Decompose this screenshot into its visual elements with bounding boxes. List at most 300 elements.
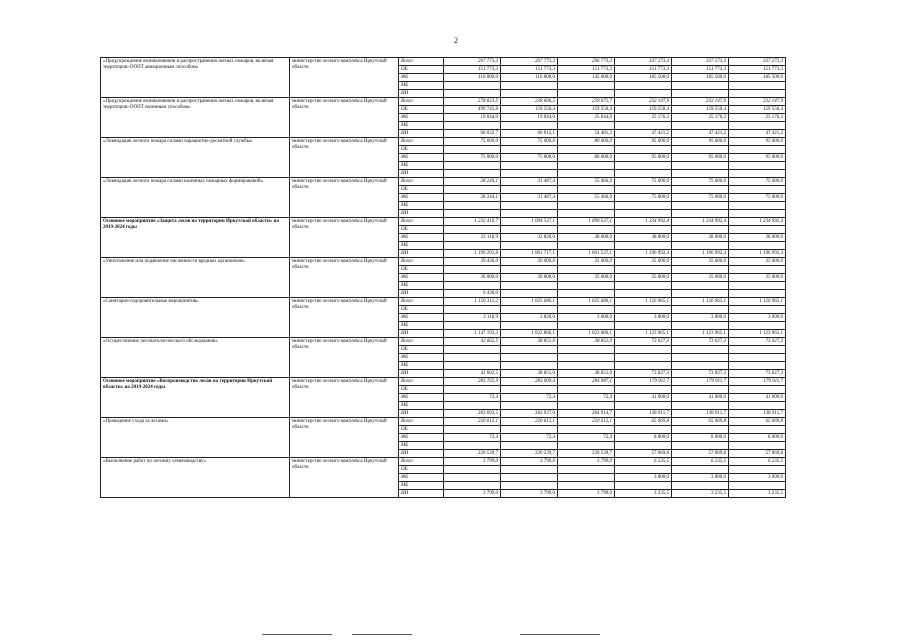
activity-description: Основное мероприятие «Защита лесов на территории Иркутской области» на 2019-2024 годы (101, 218, 290, 258)
amount-cell: 220 539,7 (501, 450, 558, 458)
amount-cell: 47 421,2 (615, 130, 672, 138)
funding-source: МБ (399, 242, 444, 250)
funding-source: ИИ (399, 210, 444, 218)
amount-cell: 3 799,0 (558, 458, 615, 466)
table-row (101, 458, 786, 466)
activity-description: «Предупреждение возникновения и распространения лесных пожаров, включая территорию ООПТ авиационным способом» (101, 58, 290, 98)
amount-cell (615, 306, 672, 314)
amount-cell: 145 000,0 (558, 74, 615, 82)
amount-cell (672, 122, 729, 130)
funding-source: ФБ (399, 154, 444, 162)
amount-cell: 75 000,0 (501, 154, 558, 162)
amount-cell (615, 90, 672, 98)
amount-cell (729, 242, 786, 250)
funding-source: ИИ (399, 170, 444, 178)
amount-cell: 54 481,3 (558, 130, 615, 138)
amount-cell: 159 550,4 (558, 106, 615, 114)
activity-description: «Ликвидация лесного пожара силами наземных пожарных формирований» (101, 178, 290, 218)
amount-cell: 1 022 686,1 (558, 330, 615, 338)
amount-cell (444, 442, 501, 450)
amount-cell: 283 765,9 (444, 378, 501, 386)
amount-cell (501, 202, 558, 210)
amount-cell (444, 170, 501, 178)
amount-cell: 65 069,8 (615, 418, 672, 426)
amount-cell: 1 232 410,7 (444, 218, 501, 226)
amount-cell: 3 000,0 (672, 474, 729, 482)
amount-cell: 25 176,3 (729, 114, 786, 122)
amount-cell: 232 147,9 (672, 98, 729, 106)
amount-cell: 138 911,7 (672, 410, 729, 418)
amount-cell (615, 362, 672, 370)
table-row (101, 338, 786, 346)
amount-cell (672, 482, 729, 490)
amount-cell: 72,4 (444, 434, 501, 442)
amount-cell: 25 176,3 (615, 114, 672, 122)
amount-cell (501, 402, 558, 410)
amount-cell (501, 346, 558, 354)
amount-cell (444, 386, 501, 394)
amount-cell (558, 162, 615, 170)
amount-cell: 267 773,3 (501, 58, 558, 66)
amount-cell: 1 147 193,3 (444, 330, 501, 338)
funding-source: МБ (399, 402, 444, 410)
amount-cell (444, 354, 501, 362)
amount-cell: 116 000,0 (444, 74, 501, 82)
amount-cell: 72,4 (558, 434, 615, 442)
amount-cell: 232 147,9 (729, 98, 786, 106)
amount-cell (672, 442, 729, 450)
amount-cell (729, 122, 786, 130)
amount-cell (444, 402, 501, 410)
amount-cell: 179 911,7 (672, 378, 729, 386)
funding-source: ИИ (399, 130, 444, 138)
amount-cell: 220 539,7 (558, 450, 615, 458)
amount-cell (615, 146, 672, 154)
amount-cell: 47 421,2 (672, 130, 729, 138)
amount-cell: 578 823,5 (444, 98, 501, 106)
amount-cell (729, 210, 786, 218)
amount-cell: 1 094 537,1 (501, 218, 558, 226)
amount-cell (729, 186, 786, 194)
amount-cell (501, 122, 558, 130)
amount-cell (729, 426, 786, 434)
table-row (101, 58, 786, 66)
funding-source: ОБ (399, 146, 444, 154)
amount-cell: 185 500,0 (672, 74, 729, 82)
amount-cell (501, 306, 558, 314)
activity-description: «Проведение ухода за лесами» (101, 418, 290, 458)
amount-cell (672, 242, 729, 250)
amount-cell (672, 282, 729, 290)
amount-cell: 3 000,0 (615, 474, 672, 482)
amount-cell (615, 186, 672, 194)
amount-cell: 151 773,3 (672, 66, 729, 74)
amount-cell: 60 032,7 (444, 130, 501, 138)
table-row (101, 138, 786, 146)
amount-cell (615, 122, 672, 130)
amount-cell (672, 90, 729, 98)
funding-source: Всего (399, 378, 444, 386)
amount-cell: 6 235,5 (672, 458, 729, 466)
amount-cell (558, 354, 615, 362)
amount-cell: 30 000,0 (501, 274, 558, 282)
funding-source: Всего (399, 58, 444, 66)
funding-source: ФБ (399, 314, 444, 322)
amount-cell: 75 000,0 (501, 138, 558, 146)
amount-cell (501, 82, 558, 90)
amount-cell (501, 146, 558, 154)
funding-source: ОБ (399, 226, 444, 234)
amount-cell (558, 186, 615, 194)
amount-cell (672, 186, 729, 194)
funding-source: МБ (399, 82, 444, 90)
amount-cell: 73 027,3 (672, 370, 729, 378)
funding-source: ИИ (399, 90, 444, 98)
amount-cell (558, 282, 615, 290)
amount-cell (501, 482, 558, 490)
amount-cell (672, 354, 729, 362)
funding-source: ФБ (399, 234, 444, 242)
amount-cell: 1 123 965,1 (729, 330, 786, 338)
amount-cell: 32 820,0 (501, 234, 558, 242)
amount-cell (558, 242, 615, 250)
amount-cell (615, 162, 672, 170)
amount-cell (444, 362, 501, 370)
amount-cell: 35 000,0 (672, 258, 729, 266)
amount-cell: 42 662,5 (444, 370, 501, 378)
activity-description: «Предупреждение возникновения и распространения лесных пожаров, включая территорию ООПТ наземным способом» (101, 98, 290, 138)
amount-cell (444, 226, 501, 234)
funding-source: ОБ (399, 386, 444, 394)
amount-cell: 38 851,0 (558, 338, 615, 346)
amount-cell: 3 799,0 (501, 490, 558, 498)
amount-cell: 3 118,9 (444, 314, 501, 322)
amount-cell: 151 773,3 (558, 66, 615, 74)
executor: министерство лесного комплекса Иркутской области (290, 298, 399, 338)
amount-cell: 282 937,0 (501, 410, 558, 418)
amount-cell (558, 146, 615, 154)
budget-table (100, 57, 786, 498)
amount-cell (444, 162, 501, 170)
amount-cell (615, 226, 672, 234)
amount-cell (444, 210, 501, 218)
amount-cell (729, 202, 786, 210)
amount-cell (558, 122, 615, 130)
funding-source: ФБ (399, 354, 444, 362)
amount-cell: 72,4 (501, 434, 558, 442)
amount-cell: 47 421,2 (729, 130, 786, 138)
funding-source: Всего (399, 218, 444, 226)
funding-source: Всего (399, 418, 444, 426)
amount-cell (615, 482, 672, 490)
amount-cell: 220 612,1 (558, 418, 615, 426)
amount-cell (558, 82, 615, 90)
funding-source: МБ (399, 362, 444, 370)
amount-cell: 159 550,4 (729, 106, 786, 114)
amount-cell: 1 126 965,1 (729, 298, 786, 306)
amount-cell: 35 000,0 (729, 258, 786, 266)
amount-cell (729, 82, 786, 90)
amount-cell: 35 000,0 (729, 274, 786, 282)
amount-cell: 1 025 686,1 (558, 298, 615, 306)
funding-source: ИИ (399, 370, 444, 378)
amount-cell (501, 170, 558, 178)
amount-cell: 3 000,0 (729, 314, 786, 322)
amount-cell (444, 474, 501, 482)
funding-source: Всего (399, 458, 444, 466)
executor: министерство лесного комплекса Иркутской области (290, 418, 399, 458)
scan-artifact (352, 634, 412, 635)
funding-source: МБ (399, 442, 444, 450)
funding-source: МБ (399, 322, 444, 330)
amount-cell (558, 202, 615, 210)
amount-cell (444, 266, 501, 274)
amount-cell: 95 000,0 (672, 138, 729, 146)
amount-cell: 72,4 (444, 394, 501, 402)
amount-cell (615, 354, 672, 362)
funding-source: ОБ (399, 306, 444, 314)
amount-cell (444, 82, 501, 90)
amount-cell (558, 226, 615, 234)
amount-cell (615, 82, 672, 90)
amount-cell: 138 911,7 (729, 410, 786, 418)
amount-cell (444, 466, 501, 474)
amount-cell: 95 000,0 (615, 138, 672, 146)
scan-artifact (262, 634, 332, 635)
executor: министерство лесного комплекса Иркутской области (290, 338, 399, 378)
amount-cell: 73 027,3 (729, 338, 786, 346)
amount-cell: 80 000,0 (558, 138, 615, 146)
amount-cell: 1 099 537,1 (558, 218, 615, 226)
amount-cell: 3 799,0 (501, 458, 558, 466)
amount-cell (558, 466, 615, 474)
funding-source: ФБ (399, 114, 444, 122)
amount-cell: 65 069,8 (672, 418, 729, 426)
amount-cell (501, 90, 558, 98)
amount-cell: 3 799,0 (444, 458, 501, 466)
amount-cell (501, 226, 558, 234)
amount-cell (501, 242, 558, 250)
amount-cell (729, 290, 786, 298)
amount-cell (501, 322, 558, 330)
amount-cell (558, 90, 615, 98)
amount-cell: 75 000,0 (729, 178, 786, 186)
amount-cell (729, 354, 786, 362)
amount-cell (672, 362, 729, 370)
amount-cell (501, 354, 558, 362)
amount-cell (501, 466, 558, 474)
amount-cell: 284 914,7 (558, 410, 615, 418)
funding-source: МБ (399, 122, 444, 130)
amount-cell: 239 075,7 (558, 98, 615, 106)
amount-cell: 232 147,9 (615, 98, 672, 106)
amount-cell: 33 118,9 (444, 234, 501, 242)
amount-cell: 75 000,0 (615, 194, 672, 202)
funding-source: ФБ (399, 474, 444, 482)
amount-cell: 151 773,3 (729, 66, 786, 74)
amount-cell: 75 000,0 (615, 178, 672, 186)
amount-cell: 151 773,3 (501, 66, 558, 74)
amount-cell (558, 482, 615, 490)
amount-cell: 75 000,0 (672, 194, 729, 202)
amount-cell: 41 000,0 (615, 394, 672, 402)
amount-cell (729, 162, 786, 170)
executor: министерство лесного комплекса Иркутской области (290, 458, 399, 498)
amount-cell: 42 662,5 (444, 338, 501, 346)
amount-cell (672, 266, 729, 274)
amount-cell: 6 235,5 (615, 458, 672, 466)
amount-cell (615, 426, 672, 434)
amount-cell (729, 402, 786, 410)
amount-cell (729, 226, 786, 234)
amount-cell (444, 482, 501, 490)
table-row (101, 298, 786, 306)
amount-cell: 3 000,0 (729, 474, 786, 482)
funding-source: ИИ (399, 490, 444, 498)
amount-cell (729, 266, 786, 274)
amount-cell (615, 386, 672, 394)
amount-cell: 35 000,0 (615, 258, 672, 266)
amount-cell: 1 196 992,4 (672, 250, 729, 258)
funding-source: ИИ (399, 410, 444, 418)
funding-source: ФБ (399, 74, 444, 82)
amount-cell: 337 273,3 (615, 58, 672, 66)
amount-cell: 337 273,3 (729, 58, 786, 66)
amount-cell (729, 482, 786, 490)
funding-source: ФБ (399, 394, 444, 402)
amount-cell: 35 000,0 (558, 258, 615, 266)
amount-cell: 35 000,0 (615, 274, 672, 282)
amount-cell: 2 820,0 (501, 314, 558, 322)
amount-cell (501, 362, 558, 370)
amount-cell: 3 799,0 (444, 490, 501, 498)
amount-cell: 38 851,0 (558, 370, 615, 378)
amount-cell: 337 273,3 (672, 58, 729, 66)
amount-cell (444, 322, 501, 330)
amount-cell: 267 773,3 (444, 58, 501, 66)
amount-cell: 1 126 965,1 (672, 298, 729, 306)
amount-cell (672, 202, 729, 210)
amount-cell: 95 000,0 (672, 154, 729, 162)
amount-cell (444, 282, 501, 290)
amount-cell: 38 851,0 (501, 370, 558, 378)
amount-cell (672, 162, 729, 170)
funding-source: ОБ (399, 466, 444, 474)
amount-cell (558, 402, 615, 410)
amount-cell (615, 202, 672, 210)
amount-cell: 283 693,5 (444, 410, 501, 418)
amount-cell (501, 426, 558, 434)
amount-cell: 55 466,0 (558, 178, 615, 186)
amount-cell (558, 362, 615, 370)
amount-cell: 185 500,0 (729, 74, 786, 82)
executor: министерство лесного комплекса Иркутской области (290, 58, 399, 98)
amount-cell (444, 90, 501, 98)
amount-cell: 3 000,0 (672, 314, 729, 322)
table-row (101, 98, 786, 106)
amount-cell (729, 442, 786, 450)
amount-cell: 65 069,8 (729, 418, 786, 426)
funding-source: ФБ (399, 274, 444, 282)
amount-cell (558, 210, 615, 218)
amount-cell (444, 306, 501, 314)
amount-cell: 28 244,1 (444, 178, 501, 186)
amount-cell: 38 000,0 (615, 234, 672, 242)
funding-source: Всего (399, 338, 444, 346)
funding-source: ОБ (399, 266, 444, 274)
amount-cell: 1 061 717,1 (501, 250, 558, 258)
amount-cell: 1 025 686,1 (501, 298, 558, 306)
amount-cell (672, 466, 729, 474)
amount-cell: 55 466,0 (558, 194, 615, 202)
amount-cell (501, 282, 558, 290)
activity-description: Основное мероприятие «Воспроизводство лесов на территории Иркутской области» на 2019-2024 годы (101, 378, 290, 418)
amount-cell (558, 442, 615, 450)
funding-source: ИИ (399, 250, 444, 258)
amount-cell (615, 442, 672, 450)
amount-cell (501, 210, 558, 218)
amount-cell: 31 487,4 (501, 194, 558, 202)
amount-cell (729, 146, 786, 154)
amount-cell (501, 162, 558, 170)
executor: министерство лесного комплекса Иркутской области (290, 258, 399, 298)
amount-cell (729, 306, 786, 314)
funding-source: ОБ (399, 106, 444, 114)
amount-cell: 6 235,5 (729, 458, 786, 466)
amount-cell (729, 322, 786, 330)
amount-cell: 283 009,4 (501, 378, 558, 386)
page-number: 2 (454, 36, 458, 45)
amount-cell (672, 210, 729, 218)
amount-cell (615, 290, 672, 298)
amount-cell (672, 146, 729, 154)
amount-cell: 1 234 992,4 (615, 218, 672, 226)
amount-cell (729, 386, 786, 394)
amount-cell: 1 150 312,2 (444, 298, 501, 306)
amount-cell: 151 773,3 (615, 66, 672, 74)
table-row (101, 218, 786, 226)
amount-cell (558, 306, 615, 314)
amount-cell: 35 000,0 (558, 274, 615, 282)
amount-cell (615, 282, 672, 290)
amount-cell: 38 000,0 (558, 234, 615, 242)
amount-cell (615, 402, 672, 410)
amount-cell: 1 061 537,1 (558, 250, 615, 258)
amount-cell (615, 322, 672, 330)
amount-cell (729, 90, 786, 98)
amount-cell: 1 234 992,4 (672, 218, 729, 226)
executor: министерство лесного комплекса Иркутской области (290, 218, 399, 258)
amount-cell: 39 436,0 (444, 258, 501, 266)
amount-cell: 75 000,0 (672, 178, 729, 186)
amount-cell (444, 202, 501, 210)
funding-source: Всего (399, 298, 444, 306)
executor: министерство лесного комплекса Иркутской области (290, 98, 399, 138)
amount-cell: 41 000,0 (672, 394, 729, 402)
amount-cell (729, 346, 786, 354)
amount-cell: 1 234 992,4 (729, 218, 786, 226)
amount-cell: 1 196 992,4 (615, 250, 672, 258)
funding-source: Всего (399, 98, 444, 106)
amount-cell: 75 000,0 (444, 154, 501, 162)
amount-cell: 80 000,0 (558, 154, 615, 162)
scan-artifact (520, 634, 600, 635)
amount-cell: 57 069,8 (672, 450, 729, 458)
amount-cell (672, 402, 729, 410)
amount-cell: 151 773,3 (444, 66, 501, 74)
amount-cell (615, 242, 672, 250)
amount-cell (672, 226, 729, 234)
